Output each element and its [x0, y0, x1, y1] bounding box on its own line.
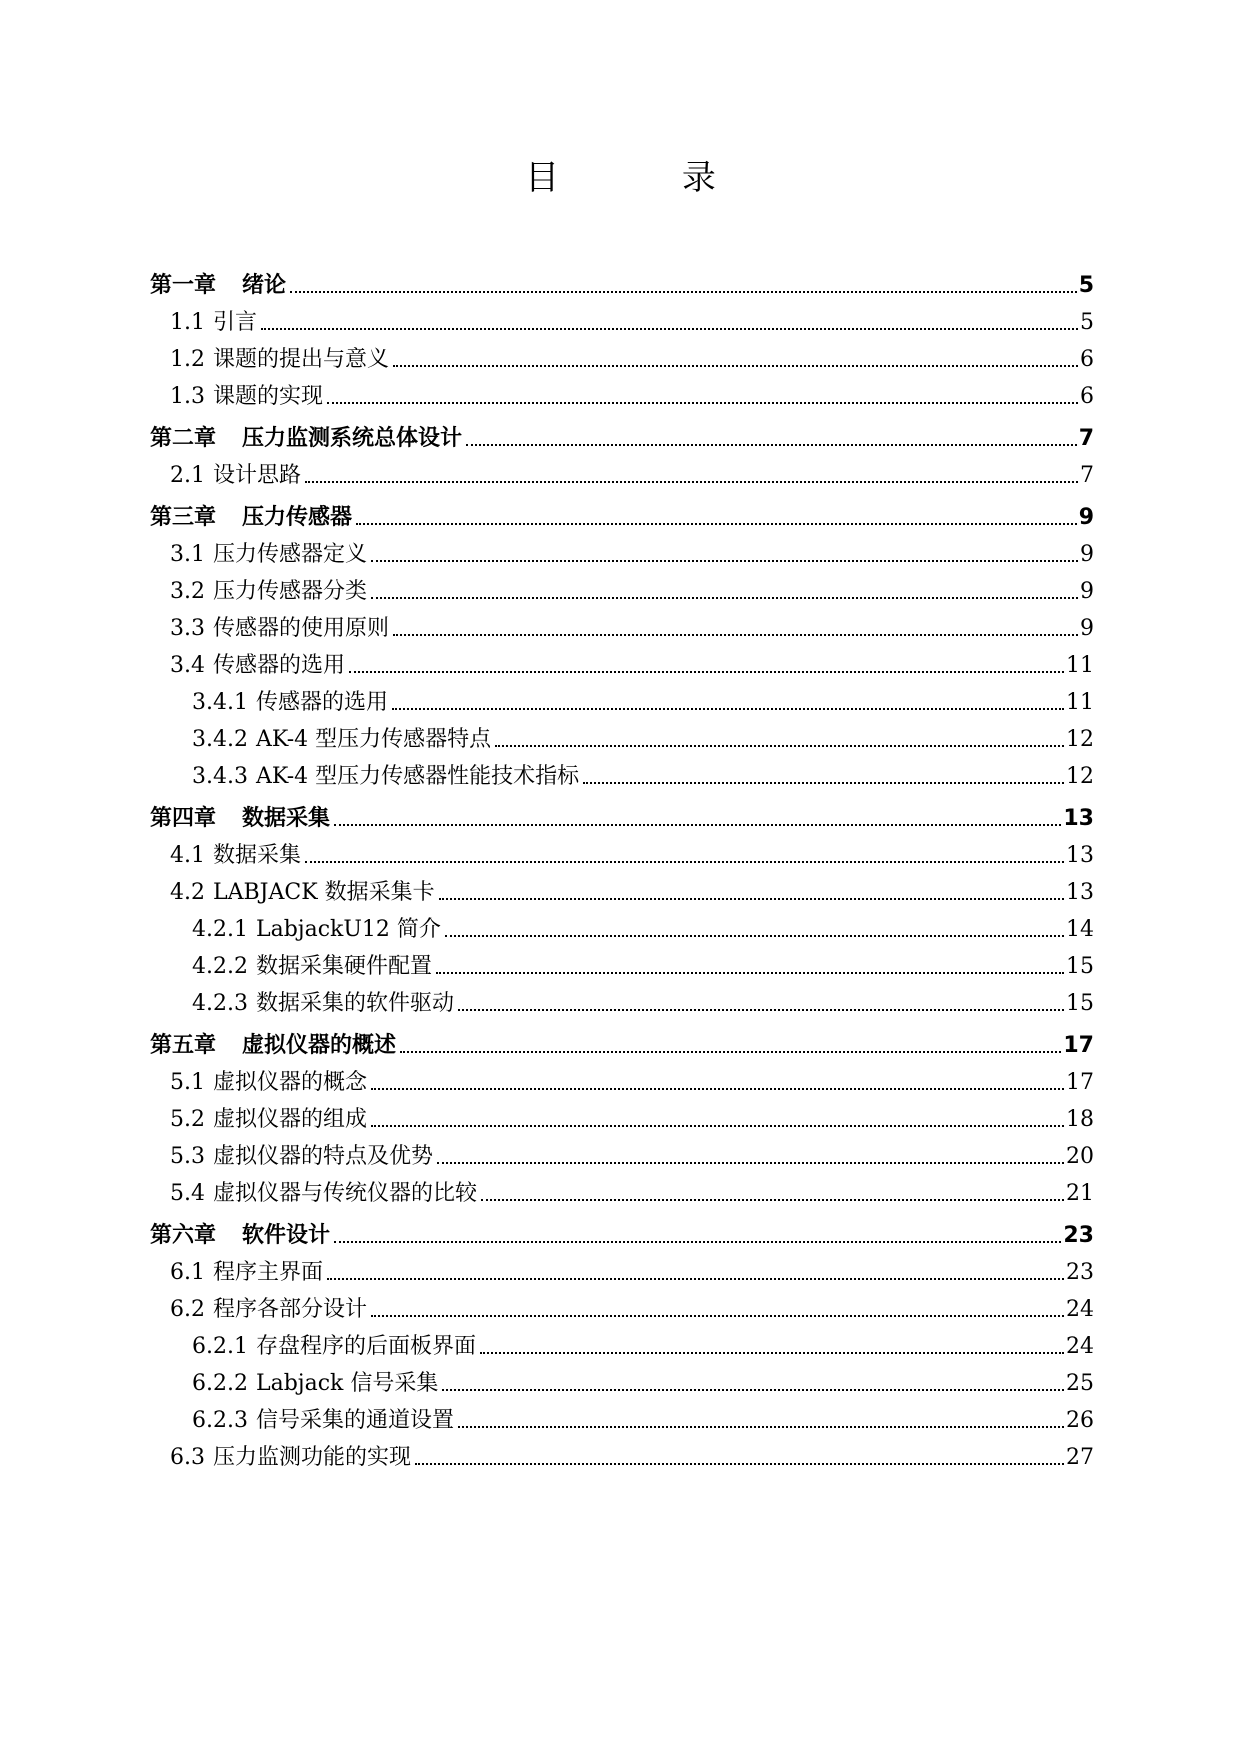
dot-leader [371, 1315, 1064, 1317]
toc-entry-page-number: 9 [1078, 505, 1094, 530]
toc-entry-number: 3.4.3 [192, 764, 248, 789]
toc-entry-page-number: 15 [1066, 991, 1094, 1016]
toc-entry-title: 虚拟仪器的组成 [213, 1107, 368, 1132]
toc-entry[interactable] [150, 978, 1094, 1015]
toc-entry-page-number: 9 [1080, 542, 1094, 567]
toc-entry-page-number: 11 [1066, 690, 1094, 715]
toc-entry-number: 3.1 [170, 542, 205, 567]
toc-entry-page-number: 23 [1066, 1260, 1094, 1285]
toc-entry-page-number: 6 [1080, 384, 1094, 409]
toc-entry-title: 数据采集硬件配置 [255, 954, 432, 979]
toc-entry-title: 程序主界面 [213, 1260, 324, 1285]
toc-entry-page-number: 7 [1080, 463, 1094, 488]
toc-entry[interactable] [150, 1247, 1094, 1284]
toc-entry-title: 压力传感器定义 [213, 542, 368, 567]
toc-entry[interactable] [150, 450, 1094, 487]
toc-entry-page-number: 23 [1063, 1223, 1094, 1248]
toc-entry-number: 5.3 [170, 1144, 205, 1169]
dot-leader [458, 1009, 1064, 1011]
toc-entry[interactable] [150, 1094, 1094, 1131]
toc-entry[interactable] [150, 566, 1094, 603]
dot-leader [445, 935, 1064, 937]
dot-leader [371, 1088, 1064, 1090]
toc-entry[interactable] [150, 529, 1094, 566]
toc-entry-title: 虚拟仪器的特点及优势 [213, 1144, 434, 1169]
dot-leader [327, 1278, 1064, 1280]
toc-entry-number: 5.1 [170, 1070, 205, 1095]
toc-entry[interactable] [150, 788, 1094, 830]
toc-entry[interactable] [150, 487, 1094, 529]
toc-entry-number: 1.2 [170, 347, 205, 372]
toc-entry-page-number: 24 [1066, 1334, 1094, 1359]
dot-leader [349, 671, 1064, 673]
toc-entry[interactable] [150, 1168, 1094, 1205]
dot-leader [334, 1241, 1061, 1243]
toc-entry-title: 信号采集的通道设置 [255, 1408, 454, 1433]
toc-entry-page-number: 9 [1080, 579, 1094, 604]
toc-entry-number: 4.2.3 [192, 991, 248, 1016]
toc-entry[interactable] [150, 1015, 1094, 1057]
toc-entry-number: 6.2.3 [192, 1408, 248, 1433]
toc-entry-title: 存盘程序的后面板界面 [255, 1334, 476, 1359]
dot-leader [480, 1352, 1064, 1354]
toc-entry-page-number: 25 [1066, 1371, 1094, 1396]
toc-entry-title: 压力传感器分类 [213, 579, 368, 604]
dot-leader [371, 1125, 1064, 1127]
toc-entry-number: 第六章 [150, 1223, 217, 1248]
dot-leader [356, 523, 1077, 525]
dot-leader [495, 745, 1064, 747]
toc-entry-number: 4.1 [170, 843, 205, 868]
toc-entry[interactable] [150, 1284, 1094, 1321]
toc-entry[interactable] [150, 371, 1094, 408]
toc-entry-title: AK-4 型压力传感器性能技术指标 [255, 764, 580, 789]
dot-leader [371, 560, 1078, 562]
toc-entry-number: 1.1 [170, 310, 205, 335]
toc-entry[interactable] [150, 603, 1094, 640]
toc-entry-number: 6.3 [170, 1445, 205, 1470]
toc-entry-title: 虚拟仪器的概述 [242, 1033, 397, 1058]
toc-entry-page-number: 21 [1066, 1181, 1094, 1206]
dot-leader [481, 1199, 1064, 1201]
dot-leader [458, 1426, 1064, 1428]
toc-entry[interactable] [150, 830, 1094, 867]
toc-entry-title: Labjack 信号采集 [255, 1371, 439, 1396]
dot-leader [466, 444, 1077, 446]
toc-entry[interactable] [150, 751, 1094, 788]
toc-entry-number: 6.2 [170, 1297, 205, 1322]
toc-entry-page-number: 17 [1063, 1033, 1094, 1058]
dot-leader [261, 328, 1078, 330]
toc-entry-title: LABJACK 数据采集卡 [213, 880, 435, 905]
dot-leader [442, 1389, 1064, 1391]
toc-entry[interactable] [150, 255, 1094, 297]
toc-entry-page-number: 27 [1066, 1445, 1094, 1470]
dot-leader [400, 1051, 1061, 1053]
toc-entry-title: 传感器的使用原则 [213, 616, 390, 641]
toc-entry-page-number: 11 [1066, 653, 1094, 678]
toc-entry-title: 绪论 [242, 273, 287, 298]
dot-leader [290, 291, 1077, 293]
toc-entry-number: 3.3 [170, 616, 205, 641]
toc-entry-page-number: 26 [1066, 1408, 1094, 1433]
toc-entry-title: 虚拟仪器与传统仪器的比较 [213, 1181, 478, 1206]
toc-entry-page-number: 13 [1066, 880, 1094, 905]
toc-entry[interactable] [150, 1395, 1094, 1432]
toc-entry[interactable] [150, 334, 1094, 371]
toc-entry-page-number: 5 [1080, 310, 1094, 335]
dot-leader [327, 402, 1078, 404]
toc-entry-number: 5.2 [170, 1107, 205, 1132]
table-of-contents [150, 255, 1094, 1469]
dot-leader [439, 898, 1064, 900]
toc-entry-number: 4.2 [170, 880, 205, 905]
toc-entry-number: 4.2.2 [192, 954, 248, 979]
toc-entry-title: 软件设计 [242, 1223, 331, 1248]
toc-entry[interactable] [150, 904, 1094, 941]
toc-entry[interactable] [150, 1321, 1094, 1358]
toc-entry-title: 传感器的选用 [213, 653, 346, 678]
toc-entry-title: 传感器的选用 [255, 690, 388, 715]
dot-leader [437, 1162, 1064, 1164]
dot-leader [371, 597, 1078, 599]
dot-leader [305, 481, 1078, 483]
toc-entry-title: AK-4 型压力传感器特点 [255, 727, 492, 752]
toc-entry[interactable] [150, 1432, 1094, 1469]
toc-entry-number: 4.2.1 [192, 917, 248, 942]
dot-leader [415, 1463, 1064, 1465]
toc-entry-page-number: 20 [1066, 1144, 1094, 1169]
toc-entry-page-number: 13 [1063, 806, 1094, 831]
toc-entry-number: 1.3 [170, 384, 205, 409]
toc-entry[interactable] [150, 1205, 1094, 1247]
dot-leader [436, 972, 1064, 974]
toc-entry[interactable] [150, 1358, 1094, 1395]
toc-entry-title: 数据采集的软件驱动 [255, 991, 454, 1016]
toc-entry[interactable] [150, 408, 1094, 450]
toc-entry[interactable] [150, 714, 1094, 751]
toc-entry-title: 程序各部分设计 [213, 1297, 368, 1322]
dot-leader [393, 365, 1078, 367]
toc-entry[interactable] [150, 1057, 1094, 1094]
toc-entry-number: 3.4.2 [192, 727, 248, 752]
toc-entry-number: 5.4 [170, 1181, 205, 1206]
toc-entry-page-number: 12 [1066, 764, 1094, 789]
toc-entry-title: 压力监测功能的实现 [213, 1445, 412, 1470]
dot-leader [305, 861, 1064, 863]
dot-leader [334, 824, 1061, 826]
toc-entry-number: 第四章 [150, 806, 217, 831]
toc-entry-number: 6.2.1 [192, 1334, 248, 1359]
toc-entry[interactable] [150, 297, 1094, 334]
toc-entry-number: 第一章 [150, 273, 217, 298]
toc-entry-page-number: 24 [1066, 1297, 1094, 1322]
toc-entry-number: 2.1 [170, 463, 205, 488]
toc-entry-page-number: 15 [1066, 954, 1094, 979]
toc-entry[interactable] [150, 941, 1094, 978]
toc-entry-number: 6.2.2 [192, 1371, 248, 1396]
toc-entry-title: LabjackU12 简介 [255, 917, 441, 942]
toc-entry-title: 数据采集 [213, 843, 302, 868]
toc-entry-title: 引言 [213, 310, 258, 335]
toc-entry[interactable] [150, 677, 1094, 714]
page-title: 目 录 [525, 158, 772, 198]
toc-entry-page-number: 9 [1080, 616, 1094, 641]
toc-entry-number: 第三章 [150, 505, 217, 530]
toc-entry-title: 课题的提出与意义 [213, 347, 390, 372]
toc-entry-number: 3.4.1 [192, 690, 248, 715]
dot-leader [583, 782, 1064, 784]
toc-entry-title: 数据采集 [242, 806, 331, 831]
dot-leader [393, 634, 1078, 636]
toc-entry-page-number: 13 [1066, 843, 1094, 868]
toc-entry-page-number: 6 [1080, 347, 1094, 372]
toc-entry-page-number: 14 [1066, 917, 1094, 942]
toc-entry-number: 3.4 [170, 653, 205, 678]
toc-entry-page-number: 7 [1078, 426, 1094, 451]
toc-entry-number: 6.1 [170, 1260, 205, 1285]
toc-entry-title: 压力监测系统总体设计 [242, 426, 463, 451]
toc-entry[interactable] [150, 1131, 1094, 1168]
toc-entry-number: 第五章 [150, 1033, 217, 1058]
toc-entry-number: 第二章 [150, 426, 217, 451]
toc-entry-page-number: 12 [1066, 727, 1094, 752]
toc-entry-title: 压力传感器 [242, 505, 353, 530]
toc-entry-page-number: 5 [1078, 273, 1094, 298]
toc-entry-title: 虚拟仪器的概念 [213, 1070, 368, 1095]
toc-entry-page-number: 18 [1066, 1107, 1094, 1132]
toc-entry-number: 3.2 [170, 579, 205, 604]
toc-entry-page-number: 17 [1066, 1070, 1094, 1095]
toc-entry-title: 课题的实现 [213, 384, 324, 409]
toc-entry-title: 设计思路 [213, 463, 302, 488]
toc-entry[interactable] [150, 867, 1094, 904]
dot-leader [392, 708, 1064, 710]
toc-entry[interactable] [150, 640, 1094, 677]
